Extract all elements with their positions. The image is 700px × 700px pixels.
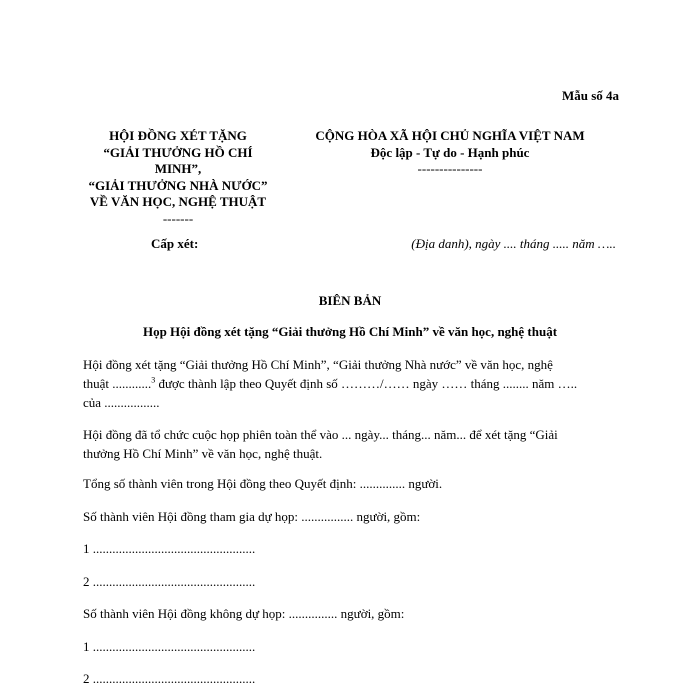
text-line: [83, 374, 623, 393]
national-header-divider: ---------------: [417, 161, 483, 176]
review-level-label: Cấp xét:: [151, 236, 199, 251]
council-header-line: VỀ VĂN HỌC, NGHỆ THUẬT: [89, 194, 267, 209]
form-number: Mẫu số 4a: [561, 88, 619, 103]
text-line: Hội đồng đã tổ chức cuộc họp phiên toàn thể vào ... ngày... tháng... năm... để xét tặng “Giải: [83, 427, 558, 442]
council-header: [72, 128, 284, 227]
attending-list-item: 2 ..................................................: [83, 574, 256, 589]
national-header: [290, 128, 610, 178]
council-header-line: “GIẢI THƯỞNG NHÀ NƯỚC”: [88, 177, 268, 193]
text-line: của .................: [83, 395, 160, 410]
paragraph-meeting-held: [83, 425, 623, 463]
document-title: BIÊN BẢN: [318, 293, 382, 308]
absent-list-item: 1 ..................................................: [83, 639, 256, 654]
document-subtitle: Họp Hội đồng xét tặng “Giải thưởng Hồ Chí Minh” về văn học, nghệ thuật: [142, 324, 558, 339]
attending-members-line: Số thành viên Hội đồng tham gia dự họp: ................ người, gồm:: [83, 509, 421, 524]
absent-list-item: 2 ..................................................: [83, 671, 256, 686]
absent-members-line: Số thành viên Hội đồng không dự họp: ............... người, gồm:: [83, 606, 405, 621]
text-line: thưởng Hồ Chí Minh” về văn học, nghệ thuật.: [83, 446, 323, 461]
council-header-line: “GIẢI THƯỞNG HỒ CHÍ: [103, 144, 253, 160]
council-header-line: MINH”,: [154, 161, 202, 176]
nation-name: CỘNG HÒA XÃ HỘI CHỦ NGHĨA VIỆT NAM: [315, 128, 585, 143]
text-span: thuật ............: [83, 376, 152, 391]
text-span: được thành lập theo Quyết định số ………/…… ngày …… tháng ........ năm …..: [155, 376, 578, 391]
place-date-line: (Địa danh), ngày .... tháng ..... năm …..: [411, 236, 616, 251]
national-motto: Độc lập - Tự do - Hạnh phúc: [370, 144, 530, 160]
footnote-ref: 3: [151, 375, 156, 385]
text-line: Hội đồng xét tặng “Giải thưởng Hồ Chí Minh”, “Giải thưởng Nhà nước” về văn học, nghệ: [83, 357, 553, 372]
paragraph-council-established: [83, 355, 623, 412]
attending-list-item: 1 ..................................................: [83, 541, 256, 556]
council-header-divider: -------: [162, 210, 194, 226]
council-header-line: HỘI ĐỒNG XÉT TẶNG: [109, 128, 247, 143]
total-members-line: Tổng số thành viên trong Hội đồng theo Quyết định: .............. người.: [83, 476, 443, 491]
